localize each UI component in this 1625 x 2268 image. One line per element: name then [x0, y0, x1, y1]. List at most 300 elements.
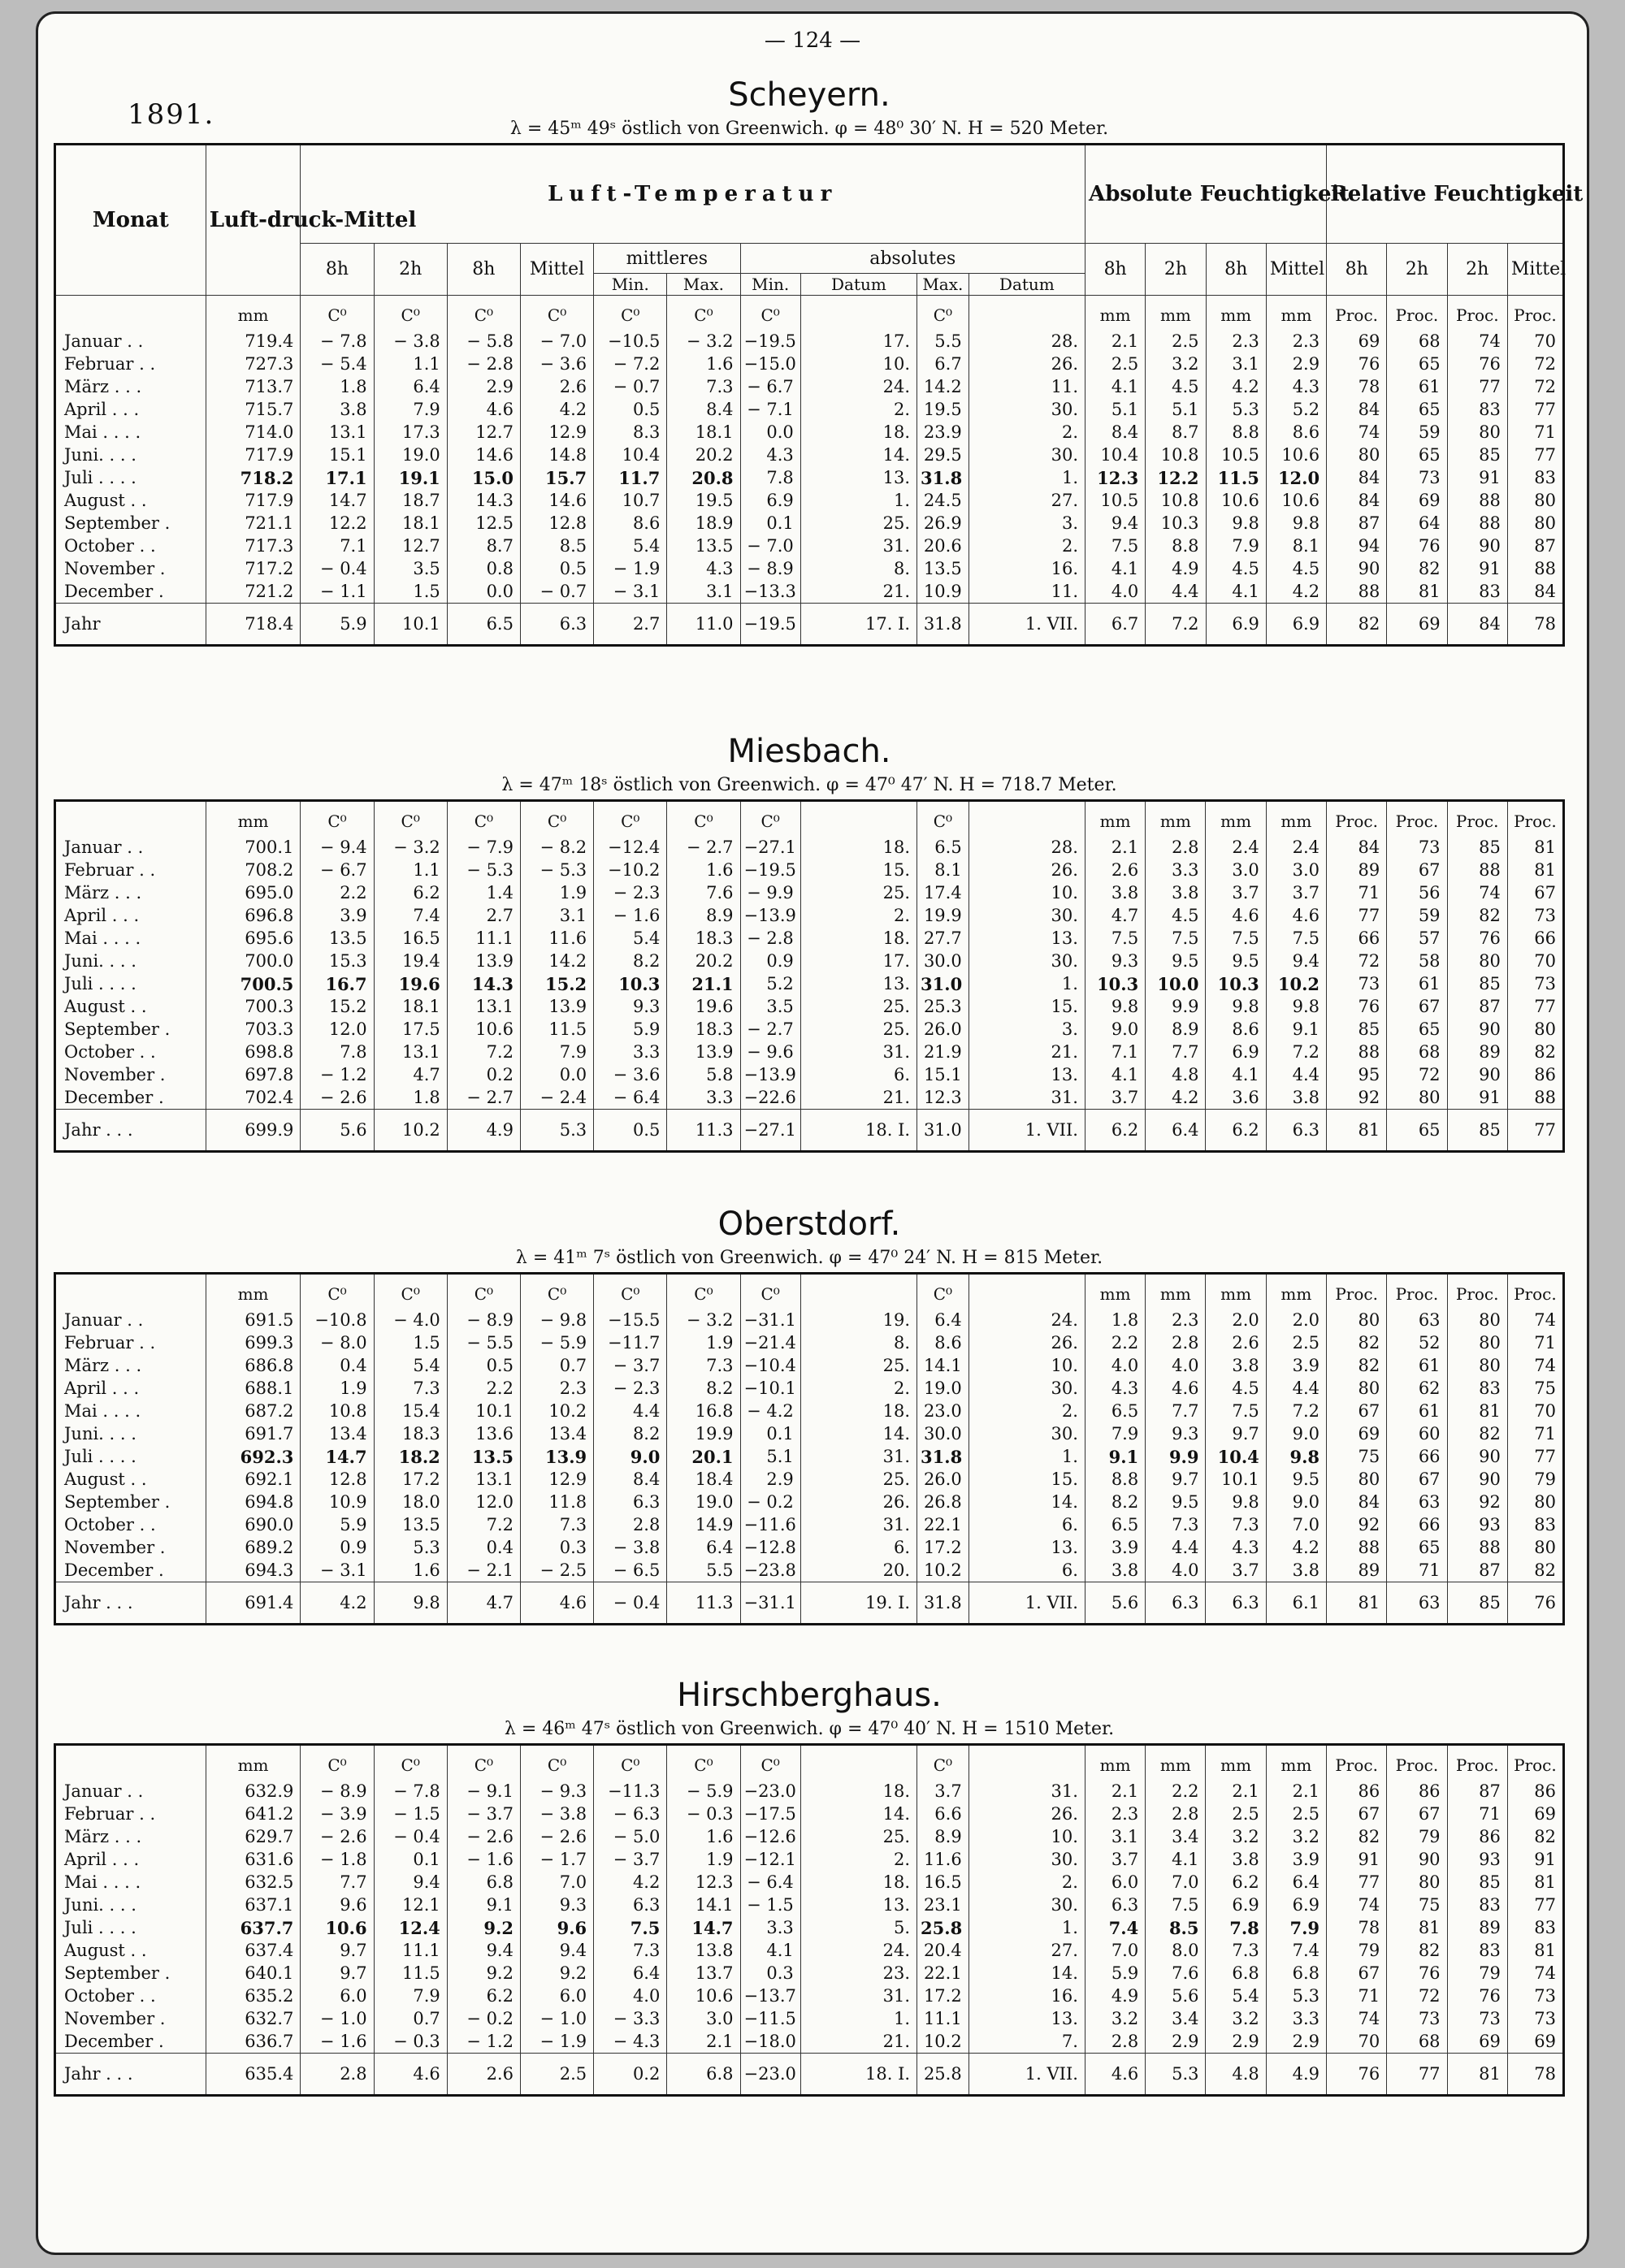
data-cell: 10.: [968, 1354, 1085, 1377]
data-cell: 0.8: [447, 557, 520, 580]
data-cell: 76: [1507, 1582, 1563, 1625]
data-cell: 7.3: [667, 375, 740, 398]
unit-cell: [55, 1274, 206, 1309]
data-cell: 31.: [968, 1086, 1085, 1110]
data-cell: 82: [1327, 1825, 1387, 1848]
data-cell: 9.8: [1266, 512, 1326, 535]
data-cell: − 1.5: [374, 1803, 447, 1825]
data-cell: 11.5: [520, 1018, 593, 1041]
data-cell: 86: [1327, 1780, 1387, 1803]
data-cell: 2.5: [1206, 1803, 1266, 1825]
data-cell: 88: [1447, 512, 1507, 535]
data-cell: 83: [1447, 1894, 1507, 1916]
data-cell: 18.: [800, 927, 916, 950]
data-cell: 23.9: [917, 421, 969, 444]
data-cell: 6.8: [1266, 1962, 1326, 1984]
data-cell: 4.2: [520, 398, 593, 421]
month-label: April . . .: [64, 1379, 140, 1398]
header-abs-min: Min.: [740, 274, 800, 296]
data-cell: 4.8: [1206, 2054, 1266, 2096]
data-cell: 2.8: [1146, 1803, 1206, 1825]
year-total-row: [55, 1110, 1564, 1152]
table-row: [55, 1803, 1564, 1825]
data-cell: 2.2: [1146, 1780, 1206, 1803]
data-cell: 2.2: [1085, 1331, 1145, 1354]
data-cell: 721.2: [206, 580, 301, 604]
data-cell: 28.: [968, 330, 1085, 353]
data-cell: 727.3: [206, 353, 301, 375]
data-cell: 12.8: [520, 512, 593, 535]
table-row: [55, 1513, 1564, 1536]
data-cell: 6.2: [1206, 1871, 1266, 1894]
data-cell: 14.1: [917, 1354, 969, 1377]
data-cell: 81: [1447, 1400, 1507, 1422]
data-cell: 6.9: [1206, 1894, 1266, 1916]
data-cell: 2.5: [1086, 353, 1146, 375]
data-cell: 77: [1447, 375, 1507, 398]
data-cell: 11.1: [917, 2007, 969, 2030]
month-label: Juli . . . .: [64, 974, 136, 993]
data-cell: 3.8: [1085, 1559, 1145, 1582]
data-cell: 74: [1507, 1354, 1563, 1377]
data-cell: 13.5: [301, 927, 374, 950]
unit-cell: C⁰: [740, 296, 800, 331]
data-cell: 88: [1327, 1536, 1387, 1559]
data-cell: 85: [1447, 444, 1507, 466]
data-cell: 15.0: [447, 466, 520, 489]
data-cell: 718.2: [206, 466, 301, 489]
unit-cell: mm: [206, 296, 301, 331]
data-cell: 8.1: [1266, 535, 1326, 557]
station-block: [54, 1675, 1565, 2097]
data-cell: 3.8: [1146, 881, 1206, 904]
data-cell: 9.6: [520, 1916, 593, 1939]
table-row: [55, 1536, 1564, 1559]
data-cell: − 0.4: [594, 1582, 667, 1625]
data-cell: 31.: [800, 1984, 916, 2007]
data-cell: 1.1: [374, 353, 447, 375]
data-cell: − 7.8: [374, 1780, 447, 1803]
data-cell: − 0.4: [374, 1825, 447, 1848]
data-cell: 636.7: [206, 2030, 301, 2054]
data-cell: 4.3: [1206, 1536, 1266, 1559]
data-cell: 14.: [968, 1491, 1085, 1513]
data-cell: 75: [1327, 1445, 1387, 1468]
data-cell: 31.8: [917, 604, 969, 646]
data-cell: 9.3: [594, 995, 667, 1018]
data-cell: 90: [1447, 1063, 1507, 1086]
data-cell: 73: [1507, 904, 1563, 927]
data-cell: 0.3: [740, 1962, 800, 1984]
data-cell: 6.: [800, 1063, 916, 1086]
data-cell: 5.3: [520, 1110, 593, 1152]
data-cell: 7.0: [520, 1871, 593, 1894]
data-cell: 91: [1327, 1848, 1387, 1871]
month-label: October . .: [64, 536, 156, 556]
data-cell: 3.5: [374, 557, 447, 580]
data-cell: 80: [1447, 1354, 1507, 1377]
data-cell: 19.6: [374, 972, 447, 995]
data-cell: 719.4: [206, 330, 301, 353]
data-cell: 82: [1507, 1559, 1563, 1582]
data-cell: 72: [1507, 353, 1563, 375]
data-cell: 83: [1507, 1916, 1563, 1939]
data-cell: 67: [1387, 859, 1447, 881]
data-cell: −12.1: [740, 1848, 800, 1871]
data-cell: 10.2: [520, 1400, 593, 1422]
data-cell: −22.6: [740, 1086, 800, 1110]
header-datum: Datum: [968, 274, 1085, 296]
data-cell: −10.5: [594, 330, 667, 353]
data-cell: 65: [1387, 1110, 1447, 1152]
data-cell: 72: [1387, 1984, 1447, 2007]
data-cell: 694.3: [206, 1559, 301, 1582]
data-cell: 13.4: [520, 1422, 593, 1445]
data-cell: 18.1: [667, 421, 740, 444]
data-cell: 83: [1507, 1513, 1563, 1536]
header-datum: Datum: [800, 274, 916, 296]
data-cell: 6.9: [740, 489, 800, 512]
month-label: August . .: [64, 1469, 147, 1489]
data-cell: − 3.7: [447, 1803, 520, 1825]
data-cell: 9.7: [1206, 1422, 1266, 1445]
data-cell: 67: [1507, 881, 1563, 904]
data-cell: 18.: [800, 1871, 916, 1894]
data-cell: − 3.7: [594, 1354, 667, 1377]
header-abs-8h: 8h: [1086, 244, 1146, 296]
data-cell: 88: [1327, 580, 1387, 604]
data-cell: 77: [1507, 1894, 1563, 1916]
data-cell: 14.7: [301, 1445, 374, 1468]
data-cell: 7.5: [1266, 927, 1326, 950]
data-cell: 0.1: [374, 1848, 447, 1871]
data-cell: −11.3: [594, 1780, 667, 1803]
data-cell: 23.: [800, 1962, 916, 1984]
data-cell: 17.: [800, 950, 916, 972]
data-cell: 6.3: [594, 1491, 667, 1513]
data-cell: 7.9: [520, 1041, 593, 1063]
data-cell: 13.9: [520, 1445, 593, 1468]
data-cell: 87: [1447, 1559, 1507, 1582]
unit-cell: mm: [1085, 1274, 1145, 1309]
data-cell: 3.8: [1206, 1848, 1266, 1871]
data-cell: 4.3: [1266, 375, 1326, 398]
unit-cell: Proc.: [1327, 296, 1387, 331]
data-cell: 4.2: [1266, 1536, 1326, 1559]
data-cell: 5.3: [374, 1536, 447, 1559]
data-cell: 69: [1327, 330, 1387, 353]
data-cell: 6.3: [1085, 1894, 1145, 1916]
data-cell: 16.5: [917, 1871, 969, 1894]
data-cell: 9.8: [1206, 512, 1266, 535]
data-cell: 88: [1507, 1086, 1563, 1110]
data-cell: −12.8: [740, 1536, 800, 1559]
data-cell: − 3.7: [594, 1848, 667, 1871]
data-cell: −15.0: [740, 353, 800, 375]
data-cell: 637.7: [206, 1916, 301, 1939]
data-cell: 12.9: [520, 1468, 593, 1491]
data-cell: 2.9: [740, 1468, 800, 1491]
data-cell: 25.: [800, 1468, 916, 1491]
data-cell: 2.7: [594, 604, 667, 646]
data-cell: 0.5: [594, 398, 667, 421]
data-cell: − 5.4: [301, 353, 374, 375]
data-cell: 8.9: [667, 904, 740, 927]
data-cell: 7.2: [1146, 604, 1206, 646]
data-cell: 21.: [800, 2030, 916, 2054]
header-abs-8h: 8h: [1206, 244, 1266, 296]
data-cell: 59: [1387, 421, 1447, 444]
table-row: [55, 1848, 1564, 1871]
data-cell: 5.5: [667, 1559, 740, 1582]
unit-cell: Proc.: [1507, 296, 1563, 331]
data-cell: − 5.9: [667, 1780, 740, 1803]
header-abs-2h: 2h: [1146, 244, 1206, 296]
data-cell: 9.3: [520, 1894, 593, 1916]
data-cell: 25.: [800, 995, 916, 1018]
data-cell: 2.9: [1266, 353, 1326, 375]
data-cell: 7.5: [594, 1916, 667, 1939]
data-cell: 8.8: [1146, 535, 1206, 557]
data-cell: 11.3: [667, 1582, 740, 1625]
unit-cell: mm: [1085, 801, 1145, 837]
month-label: Juli . . . .: [64, 468, 136, 487]
data-cell: 6.2: [447, 1984, 520, 2007]
climate-table: [54, 1743, 1565, 2097]
data-cell: 16.: [968, 557, 1085, 580]
data-cell: 19.6: [667, 995, 740, 1018]
data-cell: −13.9: [740, 1063, 800, 1086]
data-cell: 31.8: [917, 466, 969, 489]
data-cell: 7.5: [1206, 927, 1266, 950]
data-cell: 717.9: [206, 489, 301, 512]
data-cell: 6.4: [1146, 1110, 1206, 1152]
data-cell: 700.3: [206, 995, 301, 1018]
data-cell: 18.3: [667, 927, 740, 950]
table-row: [55, 1377, 1564, 1400]
data-cell: 78: [1507, 2054, 1563, 2096]
data-cell: 6.: [968, 1559, 1085, 1582]
data-cell: 3.1: [1085, 1825, 1145, 1848]
month-label: November .: [64, 2009, 166, 2028]
data-cell: 80: [1447, 421, 1507, 444]
unit-cell: C⁰: [447, 1745, 520, 1781]
data-cell: 8.8: [1085, 1468, 1145, 1491]
data-cell: 4.4: [1266, 1377, 1326, 1400]
data-cell: − 9.8: [520, 1309, 593, 1331]
station-block: [54, 75, 1584, 647]
unit-cell: Proc.: [1387, 296, 1447, 331]
data-cell: 17.2: [917, 1984, 969, 2007]
data-cell: 31.0: [917, 1110, 969, 1152]
data-cell: − 7.0: [520, 330, 593, 353]
data-cell: 631.6: [206, 1848, 301, 1871]
data-cell: − 1.1: [301, 580, 374, 604]
data-cell: 3.1: [667, 580, 740, 604]
data-cell: 13.: [968, 1536, 1085, 1559]
data-cell: 6.3: [1266, 1110, 1326, 1152]
data-cell: 4.1: [1086, 557, 1146, 580]
data-cell: − 3.8: [594, 1536, 667, 1559]
data-cell: 13.1: [447, 995, 520, 1018]
data-cell: 10.5: [1086, 489, 1146, 512]
data-cell: 10.2: [917, 2030, 969, 2054]
header-2h: 2h: [374, 244, 447, 296]
data-cell: 76: [1447, 353, 1507, 375]
data-cell: 5.4: [374, 1354, 447, 1377]
data-cell: 12.2: [1146, 466, 1206, 489]
unit-cell: C⁰: [594, 1274, 667, 1309]
data-cell: 16.: [968, 1984, 1085, 2007]
data-cell: 2.7: [447, 904, 520, 927]
data-cell: 15.2: [301, 995, 374, 1018]
data-cell: −19.5: [740, 330, 800, 353]
data-cell: 77: [1327, 904, 1387, 927]
data-cell: − 4.3: [594, 2030, 667, 2054]
data-cell: 4.6: [374, 2054, 447, 2096]
data-cell: 70: [1507, 950, 1563, 972]
data-cell: 30.: [968, 444, 1085, 466]
data-cell: 80: [1387, 1086, 1447, 1110]
data-cell: 0.2: [447, 1063, 520, 1086]
data-cell: 691.4: [206, 1582, 301, 1625]
data-cell: 21.: [968, 1041, 1085, 1063]
data-cell: 67: [1387, 1468, 1447, 1491]
data-cell: 6.4: [917, 1309, 969, 1331]
data-cell: 4.5: [1206, 557, 1266, 580]
data-cell: 4.6: [1146, 1377, 1206, 1400]
data-cell: 14.1: [667, 1894, 740, 1916]
data-cell: 690.0: [206, 1513, 301, 1536]
data-cell: 6.: [800, 1536, 916, 1559]
data-cell: 13.9: [447, 950, 520, 972]
data-cell: 67: [1327, 1803, 1387, 1825]
data-cell: − 5.3: [520, 859, 593, 881]
data-cell: 2.8: [594, 1513, 667, 1536]
unit-cell: [800, 1745, 916, 1781]
month-label: December .: [64, 582, 164, 601]
data-cell: − 3.8: [520, 1803, 593, 1825]
data-cell: 2.9: [447, 375, 520, 398]
data-cell: 88: [1447, 859, 1507, 881]
data-cell: 6.1: [1266, 1582, 1326, 1625]
data-cell: 1.9: [667, 1848, 740, 1871]
data-cell: 77: [1387, 2054, 1447, 2096]
unit-cell: C⁰: [520, 1274, 593, 1309]
data-cell: −11.5: [740, 2007, 800, 2030]
data-cell: −21.4: [740, 1331, 800, 1354]
data-cell: − 8.0: [301, 1331, 374, 1354]
data-cell: 30.0: [917, 1422, 969, 1445]
data-cell: 6.9: [1266, 604, 1326, 646]
data-cell: − 1.9: [594, 557, 667, 580]
data-cell: 69: [1327, 1422, 1387, 1445]
data-cell: 11.1: [374, 1939, 447, 1962]
month-label: April . . .: [64, 1850, 140, 1869]
station-coordinates: λ = 47ᵐ 18ˢ östlich von Greenwich. φ = 47⁰ 47′ N. H = 718.7 Meter.: [501, 775, 1117, 795]
data-cell: 9.1: [1266, 1018, 1326, 1041]
data-cell: 90: [1447, 1445, 1507, 1468]
data-cell: 0.4: [447, 1536, 520, 1559]
data-cell: 22.1: [917, 1962, 969, 1984]
data-cell: 1.6: [667, 353, 740, 375]
data-cell: 11.1: [447, 927, 520, 950]
unit-cell: C⁰: [374, 801, 447, 837]
data-cell: 81: [1507, 1871, 1563, 1894]
data-cell: 25.8: [917, 2054, 969, 2096]
data-cell: 91: [1447, 557, 1507, 580]
data-cell: 61: [1387, 1354, 1447, 1377]
header-rel-mittel: Mittel: [1507, 244, 1563, 296]
data-cell: 4.4: [1146, 580, 1206, 604]
data-cell: − 1.8: [301, 1848, 374, 1871]
station-coordinates: λ = 46ᵐ 47ˢ östlich von Greenwich. φ = 47⁰ 40′ N. H = 1510 Meter.: [504, 1719, 1115, 1739]
data-cell: 10.: [968, 881, 1085, 904]
units-row: [55, 801, 1564, 837]
data-cell: 7.5: [1206, 1400, 1266, 1422]
data-cell: 9.4: [374, 1871, 447, 1894]
data-cell: 7.3: [374, 1377, 447, 1400]
data-cell: 27.7: [917, 927, 969, 950]
data-cell: 18.3: [667, 1018, 740, 1041]
data-cell: 0.5: [447, 1354, 520, 1377]
data-cell: 18. I.: [800, 2054, 916, 2096]
data-cell: − 2.3: [594, 881, 667, 904]
unit-cell: mm: [1146, 801, 1206, 837]
data-cell: 695.6: [206, 927, 301, 950]
data-cell: 6.0: [520, 1984, 593, 2007]
data-cell: 30.: [968, 398, 1085, 421]
table-row: [55, 836, 1564, 859]
data-cell: 12.1: [374, 1894, 447, 1916]
data-cell: 637.1: [206, 1894, 301, 1916]
data-cell: 0.4: [301, 1354, 374, 1377]
table-row: [55, 1491, 1564, 1513]
data-cell: 700.1: [206, 836, 301, 859]
data-cell: 81: [1327, 1110, 1387, 1152]
table-row: [55, 466, 1564, 489]
data-cell: 15.: [968, 1468, 1085, 1491]
data-cell: 3.7: [1085, 1848, 1145, 1871]
data-cell: 19.4: [374, 950, 447, 972]
data-cell: 19.1: [374, 466, 447, 489]
data-cell: 68: [1387, 2030, 1447, 2054]
table-row: [55, 1939, 1564, 1962]
data-cell: 68: [1387, 1041, 1447, 1063]
data-cell: 71: [1327, 881, 1387, 904]
data-cell: 66: [1387, 1513, 1447, 1536]
unit-cell: Proc.: [1447, 801, 1507, 837]
table-row: [55, 353, 1564, 375]
data-cell: 4.7: [1085, 904, 1145, 927]
data-cell: 62: [1387, 1377, 1447, 1400]
data-cell: 0.5: [520, 557, 593, 580]
header-8h: 8h: [447, 244, 520, 296]
data-cell: 90: [1387, 1848, 1447, 1871]
data-cell: 632.7: [206, 2007, 301, 2030]
data-cell: 30.: [968, 950, 1085, 972]
unit-cell: C⁰: [301, 801, 374, 837]
data-cell: 92: [1327, 1086, 1387, 1110]
unit-cell: mm: [206, 1745, 301, 1781]
data-cell: 6.8: [447, 1871, 520, 1894]
data-cell: 85: [1327, 1018, 1387, 1041]
data-cell: 10.6: [447, 1018, 520, 1041]
data-cell: 1.4: [447, 881, 520, 904]
data-cell: 83: [1507, 466, 1563, 489]
data-cell: 88: [1447, 489, 1507, 512]
unit-cell: mm: [1206, 296, 1266, 331]
